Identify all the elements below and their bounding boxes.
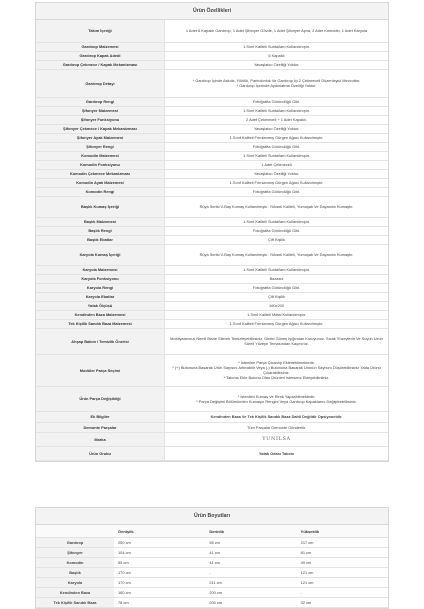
feature-value xyxy=(165,51,389,60)
feature-row xyxy=(36,169,388,178)
feature-label: Karyola Malzemesi xyxy=(36,265,165,274)
dimension-cell: 211 cm xyxy=(205,578,296,588)
feature-value-line: * Gardırop İçerinde Aydınlatma Özelliği Yoktur. xyxy=(236,83,317,88)
dimension-cell: 41 cm xyxy=(205,558,296,568)
feature-value-line: 1.Sınıf Kaliteli Sunta/lam Kullanılmıştır. xyxy=(243,267,310,272)
feature-row xyxy=(36,244,388,265)
feature-row xyxy=(36,386,388,411)
product-dimensions-panel xyxy=(35,507,389,609)
feature-value-line: Rüya Serisi V-Baş Kumaş Kullanılmıştır. Yüksek Kaliteli, Yumuşak Ve Dayanıklı Kumaştır. xyxy=(199,204,354,209)
feature-label: Demonte Parçalar xyxy=(36,422,165,432)
feature-value-line: * Gardırop İçinde Askılık, Yüklük, Pantolonluk Ve Gardırop İçi 2 Çekmeceli Düzenleyici Mevcuttur. xyxy=(192,78,361,83)
feature-value xyxy=(165,178,389,187)
feature-value xyxy=(165,446,389,460)
feature-label: Komodin Malzemesi xyxy=(36,151,165,160)
feature-value xyxy=(165,42,389,51)
feature-label: Komodin Ayak Malzemesi xyxy=(36,178,165,187)
dimension-item-name: Başlık xyxy=(36,568,114,578)
feature-label: Şifonyer Malzemesi xyxy=(36,106,165,115)
feature-value xyxy=(165,301,389,310)
dimension-cell: 160 cm xyxy=(114,588,205,598)
feature-label: Şifonyer Ayak Malzemesi xyxy=(36,133,165,142)
feature-value-line: Mobilyalarınızı Nemli Bezle Silerek Temizleyebilirsiniz. Direkt Güneş Işığından Koruyunuz. Sıcak Yüzeylerin Ve Suyun Uzun Süreli Yüzeye Temasından Kaçınınız. xyxy=(170,336,383,346)
feature-row xyxy=(36,142,388,151)
feature-value xyxy=(165,60,389,69)
feature-label: Komodin Fonksiyonu xyxy=(36,160,165,169)
dimension-item-name: Tek Kişilik Sandık Baza xyxy=(36,598,114,608)
dimension-row xyxy=(36,598,388,608)
feature-label: Başlık Kumaş İçeriği xyxy=(36,196,165,217)
feature-label: Kendinden Baza Malzemesi xyxy=(36,310,165,319)
feature-label: Gardırop Malzemesi xyxy=(36,42,165,51)
feature-value-line: Fotoğrafta Göründüğü Gibi. xyxy=(252,285,301,290)
feature-value-line: 1.Sınıf Kaliteli Fırınlanmış Gürgen Ağacı Kullanılmıştır. xyxy=(229,321,324,326)
feature-value xyxy=(165,124,389,133)
dimension-cell: 32 cm xyxy=(297,598,388,608)
feature-label: Komodin Çekmece Mekanizması xyxy=(36,169,165,178)
feature-value-line: 1.Sınıf Kaliteli Sunta/lam Kullanılmıştır. xyxy=(243,44,310,49)
feature-row xyxy=(36,97,388,106)
product-dimensions-title: Ürün Boyutları xyxy=(36,508,388,525)
dimension-row xyxy=(36,538,388,548)
feature-row xyxy=(36,226,388,235)
feature-value xyxy=(165,196,389,217)
feature-row xyxy=(36,151,388,160)
feature-value-line: Tüm Parçalar Demonte Gönderilir. xyxy=(246,424,307,430)
feature-row xyxy=(36,51,388,60)
dimension-item-name: Karyola xyxy=(36,578,114,588)
feature-value-line: * Parça Değişimi Bölümünden Kumaşın Rengini Veya Gardırop Kapaklarını Değiştirebilirsiniz. xyxy=(196,398,357,404)
dimension-cell: 78 cm xyxy=(114,598,205,608)
feature-row xyxy=(36,310,388,319)
feature-label: Ahşap Bakım / Temizlik Önerisi xyxy=(36,328,165,354)
dimension-cell: 121 cm xyxy=(297,578,388,588)
dimension-cell: 104 cm xyxy=(114,548,205,558)
feature-value xyxy=(165,133,389,142)
feature-value-line: Yatak Odası Takımı xyxy=(258,450,295,456)
feature-row xyxy=(36,187,388,196)
feature-label: Tek Kişilik Sandık Baza Malzemesi xyxy=(36,319,165,328)
product-features-panel xyxy=(35,2,389,462)
feature-value-line: * Takıma Ekle Butonu Olan Ürünleri İstersenz Ekleyebilirsiniz. xyxy=(223,375,330,380)
feature-label: Komodin Rengi xyxy=(36,187,165,196)
feature-value-line: * İstenilen Kumaş Ve Renk Yapılabilmektedir. xyxy=(237,393,316,399)
feature-value xyxy=(165,244,389,265)
feature-row xyxy=(36,432,388,446)
feature-row xyxy=(36,328,388,354)
feature-row xyxy=(36,301,388,310)
feature-value-line: 1.Sınıf Kaliteli Sunta/lam Kullanılmıştır. xyxy=(243,108,310,113)
feature-value xyxy=(165,422,389,432)
feature-label: Gardırop Çekmece / Kapak Mekanizması xyxy=(36,60,165,69)
feature-value xyxy=(165,310,389,319)
feature-value-line: Bazasız xyxy=(269,276,284,281)
feature-row xyxy=(36,20,388,42)
feature-value-line: Kendinden Baza Ve Tek Kişilik Sandık Baza Dahil Değildir Opsiyoneldir. xyxy=(210,414,343,419)
feature-value xyxy=(165,354,389,386)
feature-label: Ürün Parça Değişikliği xyxy=(36,386,165,411)
feature-value xyxy=(165,115,389,124)
feature-value-line: 1 Adet Çekmeceli xyxy=(261,162,292,167)
feature-row xyxy=(36,42,388,51)
feature-row xyxy=(36,235,388,244)
feature-row xyxy=(36,265,388,274)
feature-value xyxy=(165,187,389,196)
feature-value xyxy=(165,283,389,292)
feature-label: Gardırop Rengi xyxy=(36,97,165,106)
brand-logo-text: YUNİLSA xyxy=(262,435,291,442)
feature-label: Karyola Rengi xyxy=(36,283,165,292)
feature-value-line: Rüya Serisi V-Baş Kumaş Kullanılmıştır. Yüksek Kaliteli, Yumuşak Ve Dayanıklı Kumaştır. xyxy=(199,252,354,257)
feature-value xyxy=(165,411,389,422)
dimension-column-header: Derinlik xyxy=(205,525,296,538)
dimension-cell: 200 cm xyxy=(205,588,296,598)
feature-label: Takım İçeriği xyxy=(36,20,165,42)
feature-value-line: 1.Sınıf Kaliteli Fırınlanmış Gürgen Ağacı Kullanılmıştır. xyxy=(229,135,324,140)
feature-value-line: 1.Sınıf Kaliteli Sunta/lam Kullanılmıştır. xyxy=(243,153,310,158)
feature-label: Başlık Rengi xyxy=(36,226,165,235)
feature-label: Şifonyer Fonksiyonu xyxy=(36,115,165,124)
feature-value xyxy=(165,265,389,274)
dimension-cell: 170 cm xyxy=(114,568,205,578)
feature-value xyxy=(165,20,389,42)
feature-row xyxy=(36,292,388,301)
feature-label: Şifonyer Rengi xyxy=(36,142,165,151)
feature-row xyxy=(36,354,388,386)
feature-value xyxy=(165,226,389,235)
feature-value xyxy=(165,274,389,283)
feature-value-line: Çift Kişilik xyxy=(268,294,285,299)
feature-row xyxy=(36,411,388,422)
dimension-item-name: Kendinden Baza xyxy=(36,588,114,598)
feature-value-line: 1.Sınıf Kaliteli Sunta/lam Kullanılmıştır. xyxy=(243,219,310,224)
dimension-cell: 250 cm xyxy=(114,538,205,548)
feature-row xyxy=(36,319,388,328)
feature-row xyxy=(36,60,388,69)
product-features-table xyxy=(36,20,388,461)
feature-value-line: 1.Sınıf Kaliteli Fırınlanmış Gürgen Ağacı Kullanılmıştır. xyxy=(229,180,324,185)
dimension-row xyxy=(36,578,388,588)
feature-row xyxy=(36,422,388,432)
feature-value xyxy=(165,319,389,328)
feature-value xyxy=(165,169,389,178)
feature-row xyxy=(36,106,388,115)
dimension-column-header: Genişlik xyxy=(114,525,205,538)
feature-label: Marka xyxy=(36,432,165,446)
dimension-cell: 170 cm xyxy=(114,578,205,588)
feature-row xyxy=(36,115,388,124)
dimension-row xyxy=(36,548,388,558)
feature-label: Başlık Malzemesi xyxy=(36,217,165,226)
dimension-cell: 217 cm xyxy=(297,538,388,548)
dimension-cell: 200 cm xyxy=(205,598,296,608)
dimension-cell: 55 cm xyxy=(205,538,296,548)
feature-row xyxy=(36,217,388,226)
feature-value xyxy=(165,142,389,151)
feature-value xyxy=(165,106,389,115)
dimension-row xyxy=(36,558,388,568)
feature-value-line: Fotoğrafta Göründüğü Gibi. xyxy=(252,144,301,149)
feature-value-line: Yavaşlatıcı Özelliği Yoktur. xyxy=(253,171,300,176)
feature-value-line: Yavaşlatıcı Özelliği Yoktur. xyxy=(253,62,300,67)
dimension-cell: - xyxy=(205,568,296,578)
feature-label: Gardırop Kapak Adedi xyxy=(36,51,165,60)
feature-value xyxy=(165,151,389,160)
feature-label: Karyola Fonksiyonu xyxy=(36,274,165,283)
feature-row xyxy=(36,178,388,187)
feature-value-line: * İstenilen Parça Çıkarılıp Eklenebilmektedir. xyxy=(238,360,315,365)
feature-row xyxy=(36,283,388,292)
dimension-item-name: Gardırop xyxy=(36,538,114,548)
dimension-column-header: Yükseklik xyxy=(297,525,388,538)
feature-row xyxy=(36,274,388,283)
feature-row xyxy=(36,124,388,133)
feature-label: Şifonyer Çekmece / Kapak Mekanizması xyxy=(36,124,165,133)
feature-value xyxy=(165,235,389,244)
feature-row xyxy=(36,69,388,97)
dimension-row xyxy=(36,568,388,578)
product-features-title: Ürün Özellikleri xyxy=(36,3,388,20)
feature-label: Karyola Ebatlar xyxy=(36,292,165,301)
feature-value-line: 1 Adet 6 Kapaklı Gardırop, 1 Adet Şifonyer Gövde, 1 Adet Şifonyer Ayna, 2 Adet Komodin, 1 Adet Karyola xyxy=(185,28,368,34)
feature-value-line: Fotoğrafta Göründüğü Gibi. xyxy=(252,189,301,194)
feature-value xyxy=(165,160,389,169)
dimension-cell: 49 cm xyxy=(297,558,388,568)
feature-label: Başlık Ebatlar xyxy=(36,235,165,244)
dimension-item-name: Komodin xyxy=(36,558,114,568)
feature-value-line: Fotoğrafta Göründüğü Gibi. xyxy=(252,99,301,104)
feature-value xyxy=(165,69,389,97)
feature-row xyxy=(36,196,388,217)
feature-value-line: 160x200 xyxy=(269,303,284,308)
dimension-column-header xyxy=(36,525,114,538)
dimension-cell: 55 cm xyxy=(114,558,205,568)
feature-row xyxy=(36,446,388,460)
feature-value-line: 2 Adet Çekmeceli + 1 Adet Kapaklı. xyxy=(246,117,307,122)
dimension-cell: 41 cm xyxy=(205,548,296,558)
feature-label: Modüler Parça Seçimi xyxy=(36,354,165,386)
feature-value-line: Çift Kişilik xyxy=(268,237,285,242)
feature-value-line: Fotoğrafta Göründüğü Gibi. xyxy=(252,228,301,233)
feature-row xyxy=(36,160,388,169)
feature-value xyxy=(165,292,389,301)
feature-value xyxy=(165,432,389,446)
feature-label: Karyola Kumaş İçeriği xyxy=(36,244,165,265)
dimension-cell: - xyxy=(297,588,388,598)
feature-label: Ürün Grubu xyxy=(36,446,165,460)
dimension-item-name: Şifonyer xyxy=(36,548,114,558)
feature-value-line: * (+) Butonuna Basarak Ürün Sayısını Arttırabilir Veya (-) Butonuna Basarak Ürünün Sayısını Düşürebilirsiniz Yada Ürünü Çıkarabilirsiniz. xyxy=(172,365,381,375)
dimensions-header-row xyxy=(36,525,388,538)
feature-value-line: 6 Kapaklı xyxy=(268,53,285,58)
feature-label: Ek Bilgiler xyxy=(36,411,165,422)
feature-value-line: 1.Sınıf Kaliteli Metal Kullanılmıştır. xyxy=(247,312,306,317)
feature-label: Yatak Ölçüsü xyxy=(36,301,165,310)
dimension-cell: 121 cm xyxy=(297,568,388,578)
feature-value-line: Yavaşlatıcı Özelliği Yoktur. xyxy=(253,126,300,131)
feature-value xyxy=(165,217,389,226)
dimension-cell: 81 cm xyxy=(297,548,388,558)
feature-value xyxy=(165,328,389,354)
feature-row xyxy=(36,133,388,142)
feature-label: Gardırop Detayı xyxy=(36,69,165,97)
dimension-row xyxy=(36,588,388,598)
product-dimensions-table xyxy=(36,525,388,608)
feature-value xyxy=(165,386,389,411)
feature-value xyxy=(165,97,389,106)
